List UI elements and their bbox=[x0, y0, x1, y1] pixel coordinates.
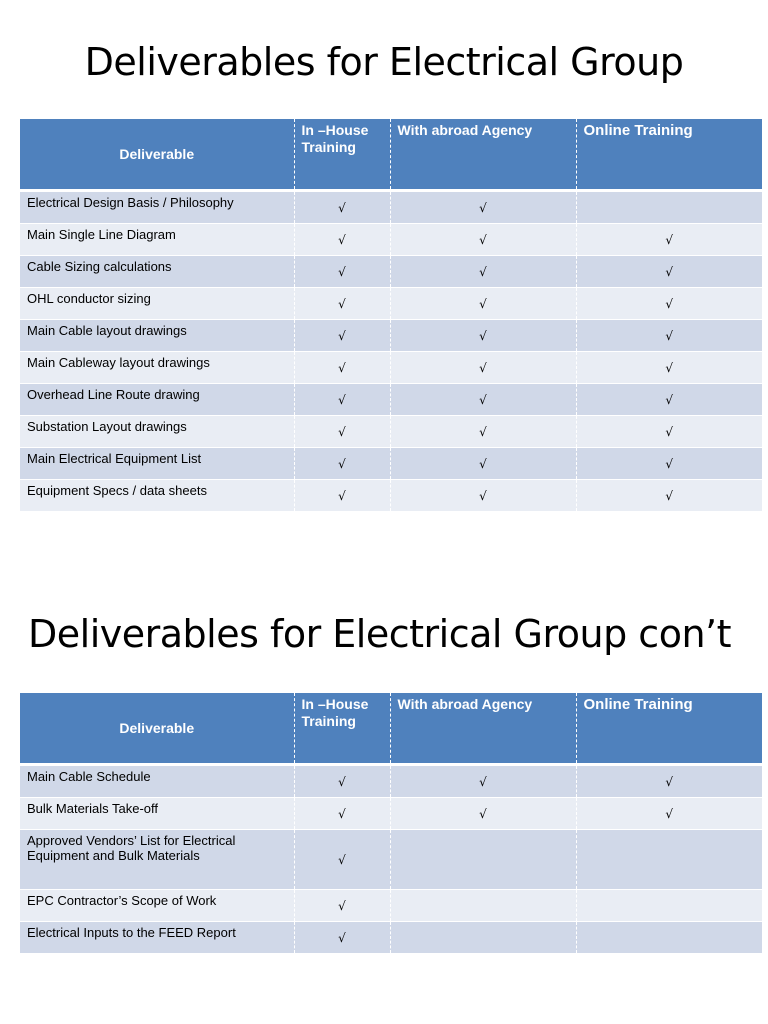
page-title: Deliverables for Electrical Group bbox=[84, 40, 684, 84]
inhouse-check-cell: √ bbox=[294, 480, 390, 512]
inhouse-check-cell: √ bbox=[294, 384, 390, 416]
inhouse-check-cell: √ bbox=[294, 320, 390, 352]
abroad-check-cell: √ bbox=[390, 416, 576, 448]
header-online-training: Online Training bbox=[576, 693, 762, 765]
table-header-row bbox=[20, 119, 762, 191]
online-check-cell: √ bbox=[576, 416, 762, 448]
inhouse-check-cell: √ bbox=[294, 352, 390, 384]
deliverable-name: Equipment Specs / data sheets bbox=[20, 480, 294, 512]
inhouse-check-cell: √ bbox=[294, 191, 390, 224]
online-check-cell: √ bbox=[576, 352, 762, 384]
table-row bbox=[20, 830, 762, 890]
deliverable-name: Main Cable Schedule bbox=[20, 765, 294, 798]
inhouse-check-cell: √ bbox=[294, 830, 390, 890]
online-check-cell bbox=[576, 830, 762, 890]
header-inhouse-training: In –House Training bbox=[294, 119, 390, 191]
header-abroad-agency: With abroad Agency bbox=[390, 693, 576, 765]
deliverable-name: Overhead Line Route drawing bbox=[20, 384, 294, 416]
online-check-cell: √ bbox=[576, 480, 762, 512]
abroad-check-cell: √ bbox=[390, 384, 576, 416]
deliverable-name: EPC Contractor’s Scope of Work bbox=[20, 890, 294, 922]
header-inhouse-training: In –House Training bbox=[294, 693, 390, 765]
abroad-check-cell: √ bbox=[390, 480, 576, 512]
abroad-check-cell bbox=[390, 830, 576, 890]
online-check-cell: √ bbox=[576, 765, 762, 798]
online-check-cell: √ bbox=[576, 288, 762, 320]
table-row bbox=[20, 798, 762, 830]
abroad-check-cell: √ bbox=[390, 320, 576, 352]
deliverable-name: Main Cableway layout drawings bbox=[20, 352, 294, 384]
table-row bbox=[20, 256, 762, 288]
deliverables-table-continued bbox=[20, 692, 762, 953]
header-deliverable: Deliverable bbox=[20, 693, 294, 765]
deliverable-name: Main Electrical Equipment List bbox=[20, 448, 294, 480]
online-check-cell: √ bbox=[576, 224, 762, 256]
table-row bbox=[20, 890, 762, 922]
abroad-check-cell bbox=[390, 890, 576, 922]
online-check-cell: √ bbox=[576, 384, 762, 416]
table-row bbox=[20, 922, 762, 954]
deliverable-name: Main Cable layout drawings bbox=[20, 320, 294, 352]
inhouse-check-cell: √ bbox=[294, 256, 390, 288]
online-check-cell: √ bbox=[576, 448, 762, 480]
table-row bbox=[20, 224, 762, 256]
inhouse-check-cell: √ bbox=[294, 288, 390, 320]
inhouse-check-cell: √ bbox=[294, 798, 390, 830]
table-row bbox=[20, 480, 762, 512]
table-row bbox=[20, 384, 762, 416]
deliverables-table bbox=[20, 118, 762, 511]
table-row bbox=[20, 448, 762, 480]
online-check-cell bbox=[576, 890, 762, 922]
table-header-row bbox=[20, 693, 762, 765]
abroad-check-cell: √ bbox=[390, 765, 576, 798]
abroad-check-cell bbox=[390, 922, 576, 954]
header-deliverable: Deliverable bbox=[20, 119, 294, 191]
deliverable-name: Bulk Materials Take-off bbox=[20, 798, 294, 830]
inhouse-check-cell: √ bbox=[294, 765, 390, 798]
table-row bbox=[20, 320, 762, 352]
online-check-cell bbox=[576, 922, 762, 954]
table-row bbox=[20, 191, 762, 224]
inhouse-check-cell: √ bbox=[294, 448, 390, 480]
abroad-check-cell: √ bbox=[390, 352, 576, 384]
inhouse-check-cell: √ bbox=[294, 922, 390, 954]
deliverable-name: Approved Vendors’ List for Electrical Equipment and Bulk Materials bbox=[20, 830, 294, 890]
online-check-cell: √ bbox=[576, 320, 762, 352]
deliverable-name: Main Single Line Diagram bbox=[20, 224, 294, 256]
deliverable-name: Electrical Inputs to the FEED Report bbox=[20, 922, 294, 954]
table-row bbox=[20, 288, 762, 320]
abroad-check-cell: √ bbox=[390, 288, 576, 320]
table-row bbox=[20, 765, 762, 798]
online-check-cell bbox=[576, 191, 762, 224]
table-row bbox=[20, 416, 762, 448]
online-check-cell: √ bbox=[576, 256, 762, 288]
abroad-check-cell: √ bbox=[390, 448, 576, 480]
table-row bbox=[20, 352, 762, 384]
inhouse-check-cell: √ bbox=[294, 890, 390, 922]
deliverable-name: Substation Layout drawings bbox=[20, 416, 294, 448]
deliverable-name: Electrical Design Basis / Philosophy bbox=[20, 191, 294, 224]
inhouse-check-cell: √ bbox=[294, 224, 390, 256]
abroad-check-cell: √ bbox=[390, 798, 576, 830]
deliverable-name: OHL conductor sizing bbox=[20, 288, 294, 320]
inhouse-check-cell: √ bbox=[294, 416, 390, 448]
header-online-training: Online Training bbox=[576, 119, 762, 191]
abroad-check-cell: √ bbox=[390, 224, 576, 256]
page-title-continued: Deliverables for Electrical Group con’t bbox=[28, 612, 732, 656]
abroad-check-cell: √ bbox=[390, 191, 576, 224]
deliverable-name: Cable Sizing calculations bbox=[20, 256, 294, 288]
online-check-cell: √ bbox=[576, 798, 762, 830]
header-abroad-agency: With abroad Agency bbox=[390, 119, 576, 191]
abroad-check-cell: √ bbox=[390, 256, 576, 288]
